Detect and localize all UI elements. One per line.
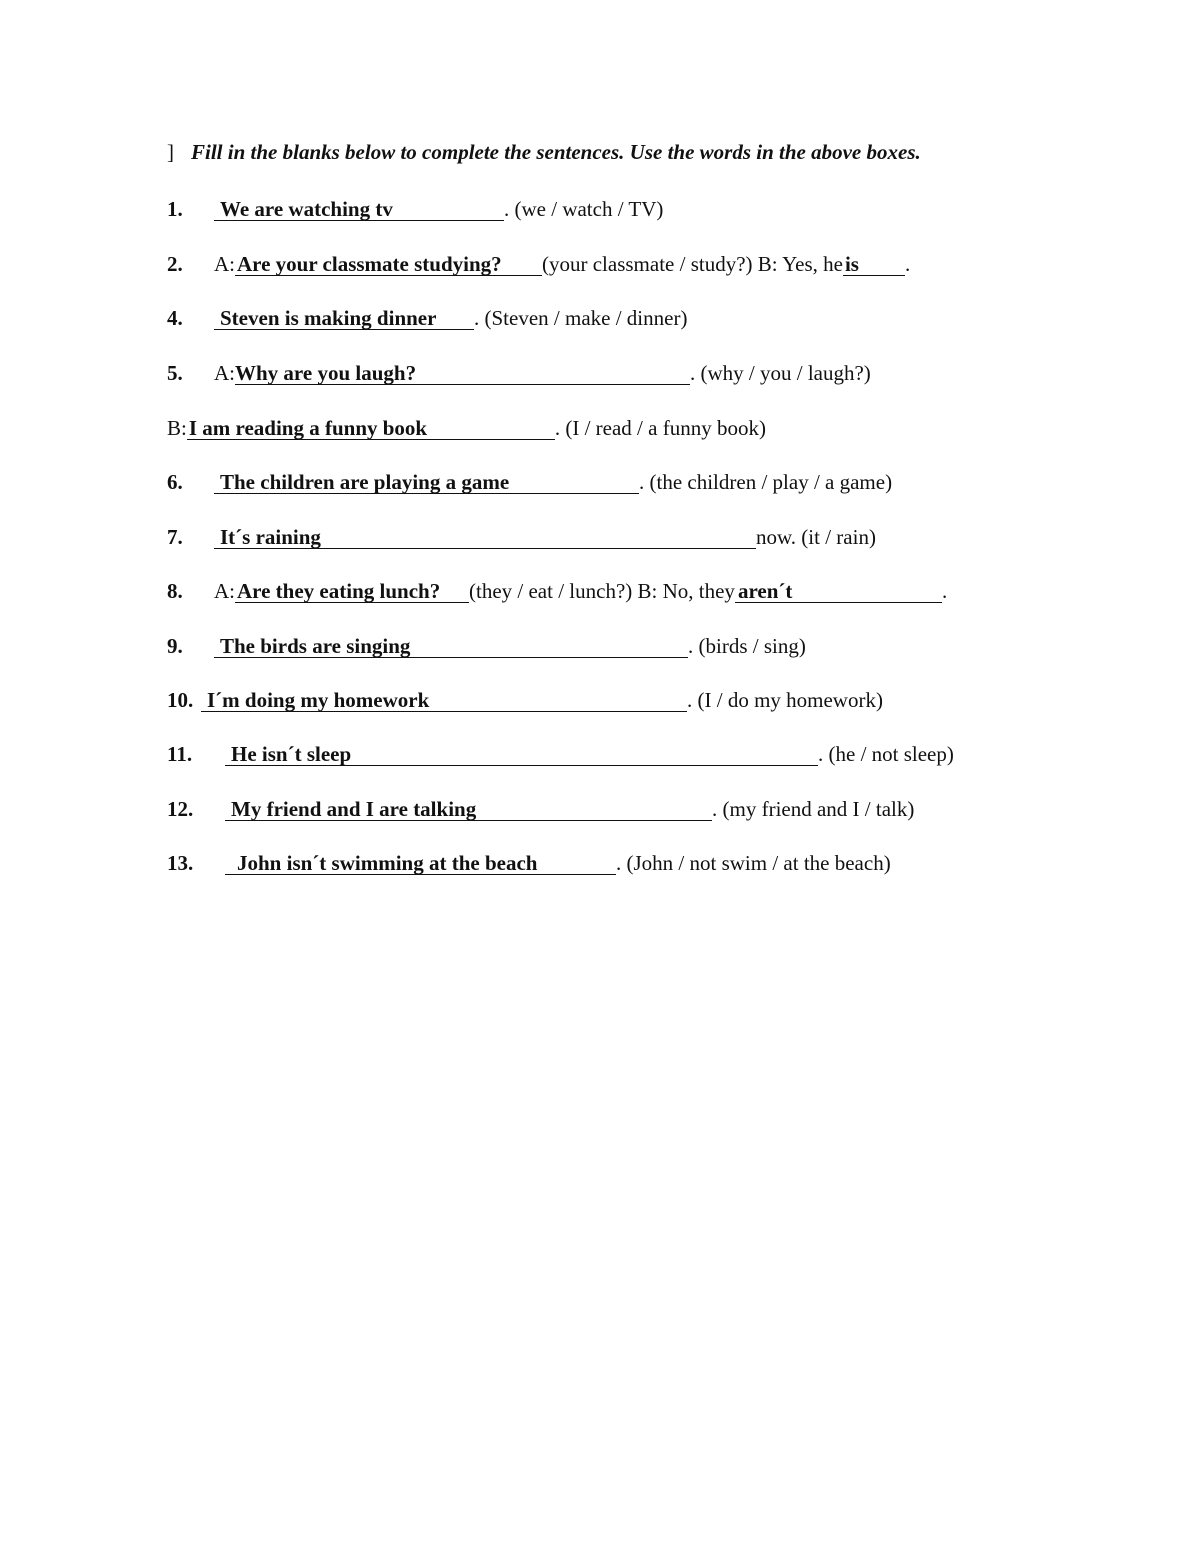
answer-blank[interactable]: My friend and I are talking	[225, 798, 712, 821]
item-hint: . (my friend and I / talk)	[712, 797, 915, 821]
exercise-item-13	[167, 849, 891, 877]
item-number: 7.	[167, 525, 183, 549]
item-hint: (they / eat / lunch?) B: No, they	[469, 579, 735, 603]
exercise-item-10	[167, 686, 883, 714]
answer-blank-2[interactable]: is	[843, 253, 905, 276]
speaker-label: A:	[214, 579, 235, 603]
speaker-label: A:	[214, 361, 235, 385]
exercise-item-5b	[167, 414, 766, 442]
item-hint: . (the children / play / a game)	[639, 470, 893, 494]
item-hint: . (Steven / make / dinner)	[474, 306, 688, 330]
exercise-item-5	[167, 359, 871, 387]
instruction-line	[167, 140, 921, 165]
item-hint: now. (it / rain)	[756, 525, 876, 549]
answer-blank[interactable]: The birds are singing	[214, 635, 688, 658]
answer-blank[interactable]: Steven is making dinner	[214, 307, 474, 330]
exercise-item-2	[167, 250, 910, 278]
answer-blank[interactable]: It´s raining	[214, 526, 756, 549]
item-number: 8.	[167, 579, 183, 603]
item-number: 11.	[167, 742, 193, 766]
exercise-item-11	[167, 740, 954, 768]
item-number: 1.	[167, 197, 183, 221]
item-end: .	[941, 579, 948, 603]
answer-blank[interactable]: John isn´t swimming at the beach	[225, 852, 616, 875]
item-number: 6.	[167, 470, 183, 494]
item-hint: . (I / read / a funny book)	[554, 416, 766, 440]
answer-blank[interactable]: I am reading a funny book	[187, 417, 555, 440]
item-hint: . (we / watch / TV)	[504, 197, 664, 221]
answer-blank[interactable]: Why are you laugh?	[235, 362, 690, 385]
instruction-text: Fill in the blanks below to complete the sentences. Use the words in the above boxes.	[191, 140, 921, 164]
exercise-item-4	[167, 304, 687, 332]
exercise-item-9	[167, 632, 806, 660]
item-number: 13.	[167, 851, 194, 875]
exercise-item-8	[167, 577, 947, 605]
item-hint: . (why / you / laugh?)	[690, 361, 871, 385]
answer-blank[interactable]: We are watching tv	[214, 198, 504, 221]
item-number: 5.	[167, 361, 183, 385]
exercise-item-6	[167, 468, 892, 496]
exercise-item-1	[167, 195, 663, 223]
item-hint: . (he / not sleep)	[818, 742, 954, 766]
item-number: 10.	[167, 688, 194, 712]
item-number: 2.	[167, 252, 183, 276]
item-hint: . (I / do my homework)	[687, 688, 883, 712]
speaker-label: B:	[167, 416, 187, 440]
answer-blank[interactable]: Are they eating lunch?	[235, 580, 469, 603]
bullet-icon: ]	[167, 140, 174, 164]
item-number: 4.	[167, 306, 183, 330]
speaker-label: A:	[214, 252, 235, 276]
item-number: 12.	[167, 797, 194, 821]
answer-blank[interactable]: I´m doing my homework	[201, 689, 687, 712]
answer-blank[interactable]: He isn´t sleep	[225, 743, 818, 766]
answer-blank[interactable]: Are your classmate studying?	[235, 253, 542, 276]
item-end: .	[904, 252, 911, 276]
exercise-item-7	[167, 523, 876, 551]
item-hint: . (birds / sing)	[688, 634, 806, 658]
item-hint: . (John / not swim / at the beach)	[616, 851, 891, 875]
item-number: 9.	[167, 634, 183, 658]
answer-blank-2[interactable]: aren´t	[735, 580, 942, 603]
item-hint: (your classmate / study?) B: Yes, he	[542, 252, 843, 276]
exercise-item-12	[167, 795, 914, 823]
answer-blank[interactable]: The children are playing a game	[214, 471, 639, 494]
